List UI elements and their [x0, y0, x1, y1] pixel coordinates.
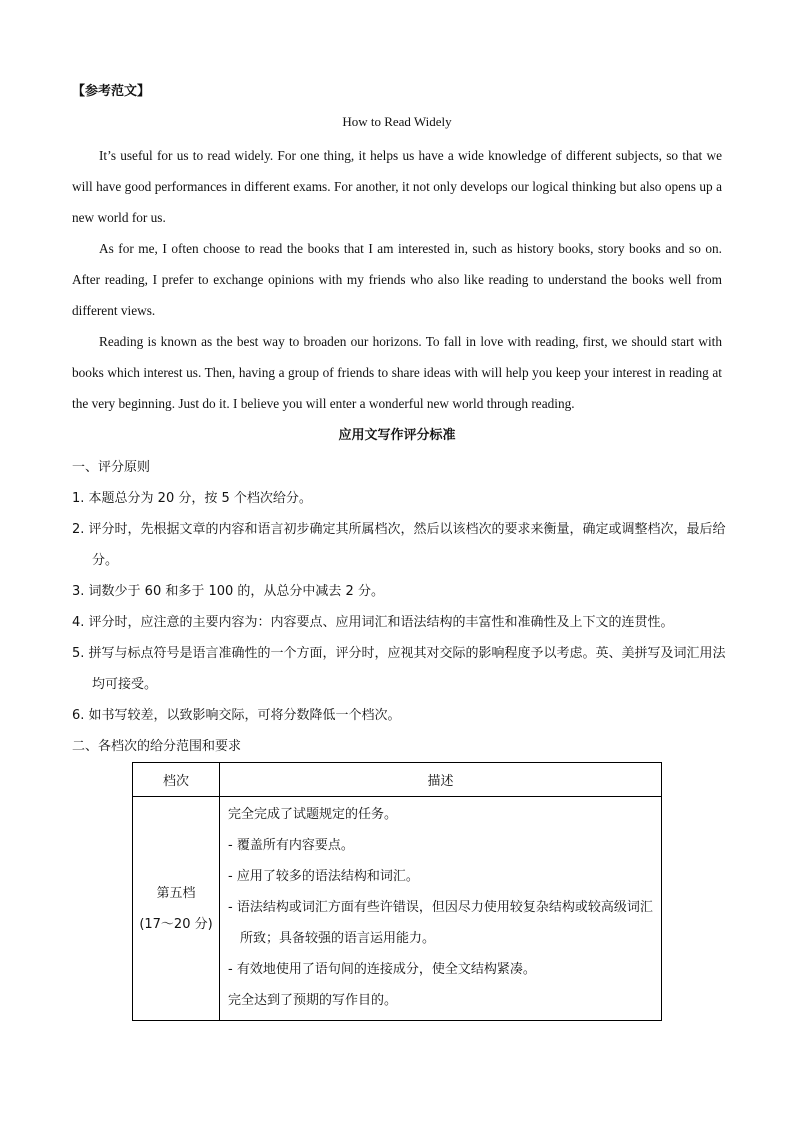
essay-paragraph: It’s useful for us to read widely. For one thing, it helps us have a wide knowledge of different subjects, so that we will have good performances in different exams. For another, it not only develops our logical thinking but also opens up a new world for us.	[72, 148, 722, 225]
description-bullet: - 语法结构或词汇方面有些许错误，但因尽力使用较复杂结构或较高级词汇所致；具备较强的语言运用能力。	[228, 900, 653, 946]
scoring-rules	[72, 452, 732, 762]
description-bullet: - 覆盖所有内容要点。	[228, 838, 354, 853]
description-cell	[220, 797, 662, 1021]
essay-title: How to Read Widely	[342, 114, 452, 129]
table-row	[133, 797, 662, 1021]
essay-paragraph: Reading is known as the best way to broaden our horizons. To fall in love with reading, first, we should start with books which interest us. Then, having a group of friends to share ideas with will help you keep your interest in reading at the very beginning. Just do it. I believe you will enter a wonderful new world through reading.	[72, 334, 722, 411]
column-header-description: 描述	[220, 763, 662, 797]
rule-item: 1. 本题总分为 20 分，按 5 个档次给分。	[72, 491, 312, 506]
description-line: 完全完成了试题规定的任务。	[228, 807, 398, 822]
description-bullet: - 有效地使用了语句间的连接成分，使全文结构紧凑。	[228, 962, 536, 977]
level-cell	[133, 797, 220, 1021]
rule-item: 6. 如书写较差，以致影响交际，可将分数降低一个档次。	[72, 708, 401, 723]
level-score-range: (17～20 分)	[139, 916, 213, 932]
grading-table	[132, 762, 662, 1021]
section-heading-principles: 一、评分原则	[72, 460, 151, 475]
essay-paragraph: As for me, I often choose to read the books that I am interested in, such as history books, story books and so on. After reading, I prefer to exchange opinions with my friends who also like reading to understand the books well from different views.	[72, 241, 722, 318]
standards-title: 应用文写作评分标准	[338, 428, 456, 443]
section-heading-levels: 二、各档次的给分范围和要求	[72, 739, 242, 754]
reference-label: 【参考范文】	[72, 84, 151, 99]
essay-body	[72, 140, 722, 419]
rule-item: 2. 评分时，先根据文章的内容和语言初步确定其所属档次，然后以该档次的要求来衡量，确定或调整档次，最后给分。	[72, 522, 726, 568]
rule-item: 4. 评分时，应注意的主要内容为：内容要点、应用词汇和语法结构的丰富性和准确性及上下文的连贯性。	[72, 615, 674, 630]
description-line: 完全达到了预期的写作目的。	[228, 993, 398, 1008]
rule-item: 3. 词数少于 60 和多于 100 的，从总分中减去 2 分。	[72, 584, 384, 599]
description-bullet: - 应用了较多的语法结构和词汇。	[228, 869, 419, 884]
rule-item: 5. 拼写与标点符号是语言准确性的一个方面，评分时，应视其对交际的影响程度予以考虑。英、美拼写及词汇用法均可接受。	[72, 646, 726, 692]
column-header-level: 档次	[133, 763, 220, 797]
table-header-row	[133, 763, 662, 797]
level-name: 第五档	[156, 885, 196, 901]
